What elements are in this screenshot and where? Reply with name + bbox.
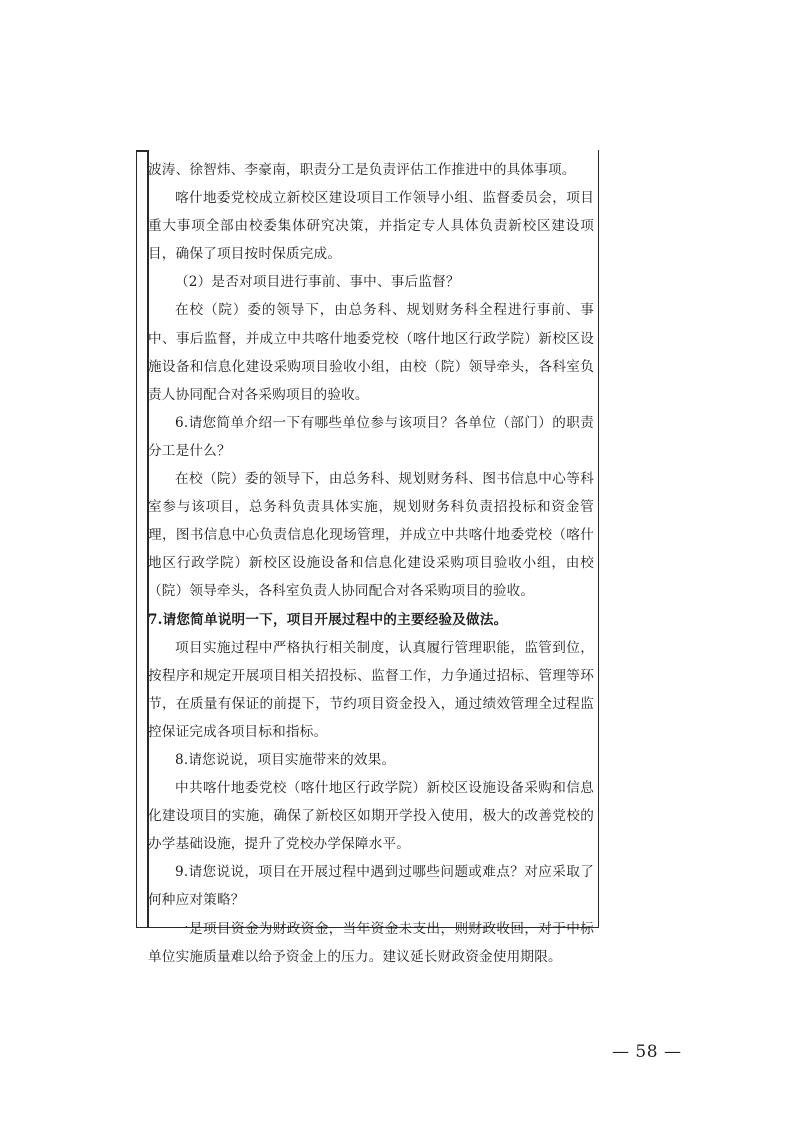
- question-6: 6.请您简单介绍一下有哪些单位参与该项目？各单位（部门）的职责分工是什么？: [148, 414, 594, 459]
- answer-9: 一是项目资金为财政资金，当年资金未支出，则财政收回，对于中标单位实施质量难以给予资金上的压力。建议延长财政资金使用期限。: [148, 920, 594, 965]
- question-9: 9.请您说说，项目在开展过程中遇到过哪些问题或难点？对应采取了何种应对策略？: [148, 864, 594, 909]
- question-8: 8.请您说说，项目实施带来的效果。: [175, 751, 396, 768]
- document-body: [148, 156, 594, 971]
- table-top-rule: [136, 150, 149, 152]
- page-number: — 58 —: [612, 1042, 682, 1062]
- question-7: 7.请您简单说明一下，项目开展过程中的主要经验及做法。: [148, 611, 508, 628]
- answer-6: 在校（院）委的领导下，由总务科、规划财务科、图书信息中心等科室参与该项目，总务科负责具体实施，规划财务科负责招投标和资金管理，图书信息中心负责信息化现场管理，并成立中共喀什地委党校（喀什地区行政学院）新校区设施设备和信息化建设采购项目验收小组，由校（院）领导牵头，各科室负责人协同配合对各采购项目的验收。: [148, 471, 594, 600]
- answer-7: 项目实施过程中严格执行相关制度，认真履行管理职能，监管到位，按程序和规定开展项目相关招投标、监督工作，力争通过招标、管理等环节，在质量有保证的前提下，节约项目资金投入，通过绩效管理全过程监控保证完成各项目标和指标。: [148, 639, 594, 740]
- answer-supervision: 在校（院）委的领导下，由总务科、规划财务科全程进行事前、事中、事后监督，并成立中共喀什地委党校（喀什地区行政学院）新校区设施设备和信息化建设采购项目验收小组，由校（院）领导牵头，各科室负责人协同配合对各采购项目的验收。: [148, 302, 594, 403]
- answer-8: 中共喀什地委党校（喀什地区行政学院）新校区设施设备采购和信息化建设项目的实施，确保了新校区如期开学投入使用，极大的改善党校的办学基础设施，提升了党校办学保障水平。: [148, 780, 594, 853]
- paragraph-leadership-group: 喀什地委党校成立新校区建设项目工作领导小组、监督委员会，项目重大事项全部由校委集体研究决策，并指定专人具体负责新校区建设项目，确保了项目按时保质完成。: [148, 190, 594, 263]
- question-supervision: （2）是否对项目进行事前、事中、事后监督？: [175, 274, 460, 291]
- paragraph-continuation: 波涛、徐智炜、李豪南，职责分工是负责评估工作推进中的具体事项。: [148, 162, 576, 178]
